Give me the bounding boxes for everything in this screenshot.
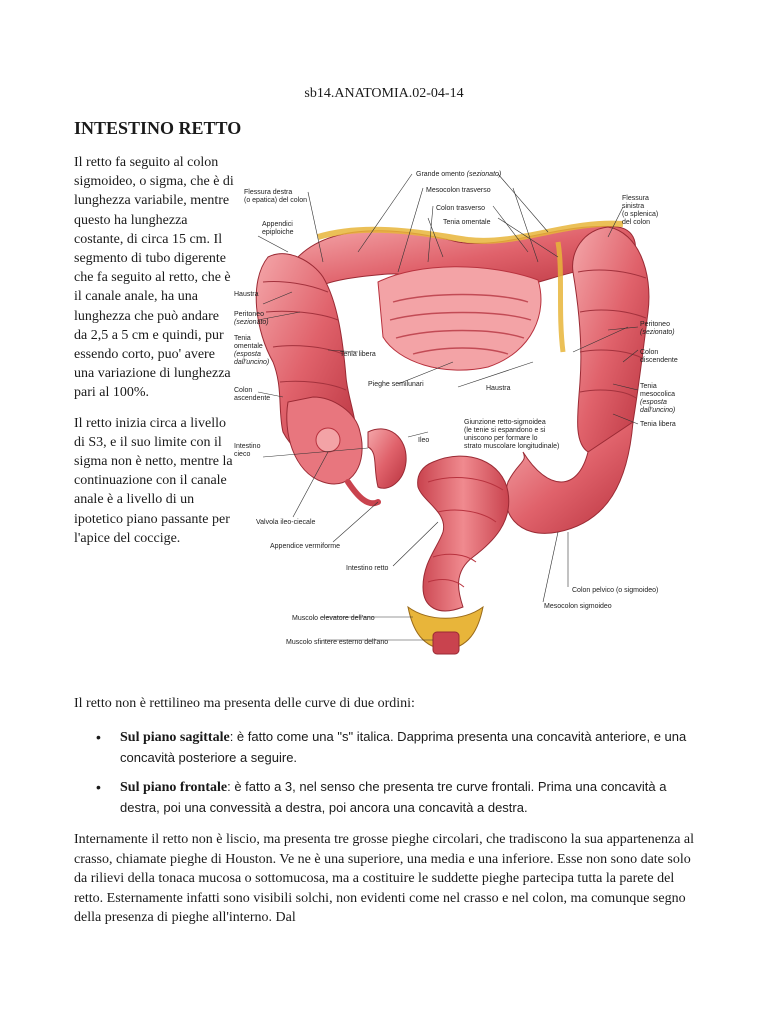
intro-paragraph-2: Il retto inizia circa a livello di S3, e il suo limite con il sigma non è netto, mentre la continuazione con il canale anale è a livello di un ipotetico piano passante per l'apice del coccige. [74, 415, 233, 546]
label-colon-trasverso: Colon trasverso [436, 205, 486, 212]
label-haustra-right: Haustra [486, 385, 511, 392]
bullet-icon: • [96, 779, 101, 795]
label-giunzione-1: Giunzione retto-sigmoidea [464, 419, 546, 426]
term-frontal: Sul piano frontale [120, 780, 228, 795]
label-epiploiche: epiploiche [262, 229, 294, 236]
section-title: INTESTINO RETTO [74, 118, 242, 138]
label-appendice-vermiforme: Appendice vermiforme [270, 543, 341, 550]
anal-canal-shape [433, 632, 459, 654]
large-intestine-illustration [228, 162, 688, 667]
curves-list [74, 727, 704, 827]
label-mesocolon-trasverso: Mesocolon trasverso [426, 187, 491, 194]
label-tenia-omentale-left: Tenia [234, 335, 251, 342]
label-flessura-sinistra: Flessura [622, 195, 649, 202]
label-peritoneo-left: Peritoneo [234, 311, 264, 318]
label-valvola-ileo-ciecale: Valvola ileo-ciecale [256, 519, 316, 526]
label-flessura-sinistra-2: sinistra [622, 203, 645, 210]
intro-column [74, 153, 234, 559]
label-mesocolon-sigmoideo: Mesocolon sigmoideo [544, 603, 612, 610]
bullet-icon: • [96, 729, 101, 745]
label-muscolo-elevatore: Muscolo elevatore dell'ano [292, 615, 375, 622]
ileocecal-valve-shape [316, 428, 340, 452]
label-peritoneo-right-note: (sezionato) [640, 329, 675, 336]
label-ileo: Ileo [418, 437, 430, 444]
label-tenia-omentale-left-3: (esposta [234, 351, 261, 358]
appendix-shape [348, 482, 378, 503]
ileum-shape [368, 429, 406, 488]
label-tenia-libera-center: Tenia libera [340, 351, 376, 358]
rectum-shape [418, 456, 509, 611]
transverse-mucosa-shape [378, 267, 541, 370]
descending-colon-shape [573, 227, 649, 456]
label-flessura-destra-2: (o epatica) del colon [244, 197, 308, 204]
label-peritoneo-left-note: (sezionato) [234, 319, 269, 326]
label-tenia-omentale-left-4: dall'uncino) [234, 359, 270, 366]
label-tenia-mesocolica-4: dall'uncino) [640, 407, 676, 414]
label-grande-omento: Grande omento (sezionato) [416, 171, 502, 178]
label-colon-discendente: Colon [640, 349, 659, 356]
label-tenia-mesocolica-2: mesocolica [640, 391, 676, 398]
label-intestino-cieco: Intestino [234, 443, 261, 450]
label-giunzione-3: uniscono per formare lo [464, 435, 538, 442]
intro-paragraph-1: Il retto fa seguito al colon sigmoideo, o sigma, che è di lunghezza variabile, mentre questo ha lunghezza costante, di circa 15 cm. Il segmento di tubo digerente che fa seguito al retto, che è il canale anale, ha una lunghezza che può andare da 2,5 a 5 cm e quindi, pur essendo corto, puo' avere una variazione di lunghezza pari al 100%. [74, 155, 234, 401]
anatomy-svg [228, 162, 688, 667]
label-colon-ascendente: Colon [234, 387, 253, 394]
label-pieghe-semilunari: Pieghe semilunari [368, 381, 424, 388]
label-giunzione-4: strato muscolare longitudinale) [464, 443, 560, 450]
label-colon-discendente-2: discendente [640, 357, 678, 364]
closing-paragraph: Internamente il retto non è liscio, ma presenta tre grosse pieghe circolari, che tradiscono la sua appartenenza al crasso, chiamate pieghe di Houston. Ve ne è una superiore, una media e una inferiore. Esse non sono date solo da rilievi della tonaca mucosa o sottomucosa, ma a costituire le suddette pieghe partecipa tutta la parete del retto. Esternamente infatti sono visibili solchi, non evidenti come nel crasso e nel colon, ma comunque segno della presenza di pieghe all'interno. Dal [74, 832, 695, 926]
list-item-sagittal [74, 727, 704, 768]
label-colon-pelvico: Colon pelvico (o sigmoideo) [572, 587, 659, 594]
label-flessura-destra: Flessura destra [244, 189, 293, 196]
label-tenia-omentale-left-2: omentale [234, 343, 263, 350]
label-intestino-retto: Intestino retto [346, 565, 389, 572]
label-giunzione-2: (le tenie si espandono e si [464, 427, 546, 434]
list-item-frontal [74, 777, 704, 818]
label-tenia-libera-right: Tenia libera [640, 421, 676, 428]
label-colon-ascendente-2: ascendente [234, 395, 271, 402]
term-sagittal: Sul piano sagittale [120, 730, 230, 745]
label-intestino-cieco-2: cieco [234, 451, 251, 458]
label-peritoneo-right: Peritoneo [640, 321, 670, 328]
label-tenia-mesocolica: Tenia [640, 383, 657, 390]
label-muscolo-sfintere: Muscolo sfintere esterno dell'ano [286, 639, 389, 646]
label-appendici: Appendici [262, 221, 293, 228]
text-frontal: : è fatto a 3, nel senso che presenta tre curve frontali. Prima una concavità a destra, poi una convessità a destra, poi ancora una concavità a destra. [120, 779, 667, 815]
label-tenia-mesocolica-3: (esposta [640, 399, 667, 406]
document-header-code: sb14.ANATOMIA.02-04-14 [304, 86, 464, 101]
text-sagittal: : è fatto come una "s" italica. Dapprima presenta una concavità anteriore, e una concavità posteriore a seguire. [120, 729, 687, 765]
label-flessura-sinistra-4: del colon [622, 219, 651, 226]
label-tenia-omentale: Tenia omentale [443, 219, 491, 226]
label-flessura-sinistra-3: (o splenica) [622, 211, 659, 218]
label-haustra-left: Haustra [234, 291, 259, 298]
lead-sentence: Il retto non è rettilineo ma presenta delle curve di due ordini: [74, 696, 415, 711]
